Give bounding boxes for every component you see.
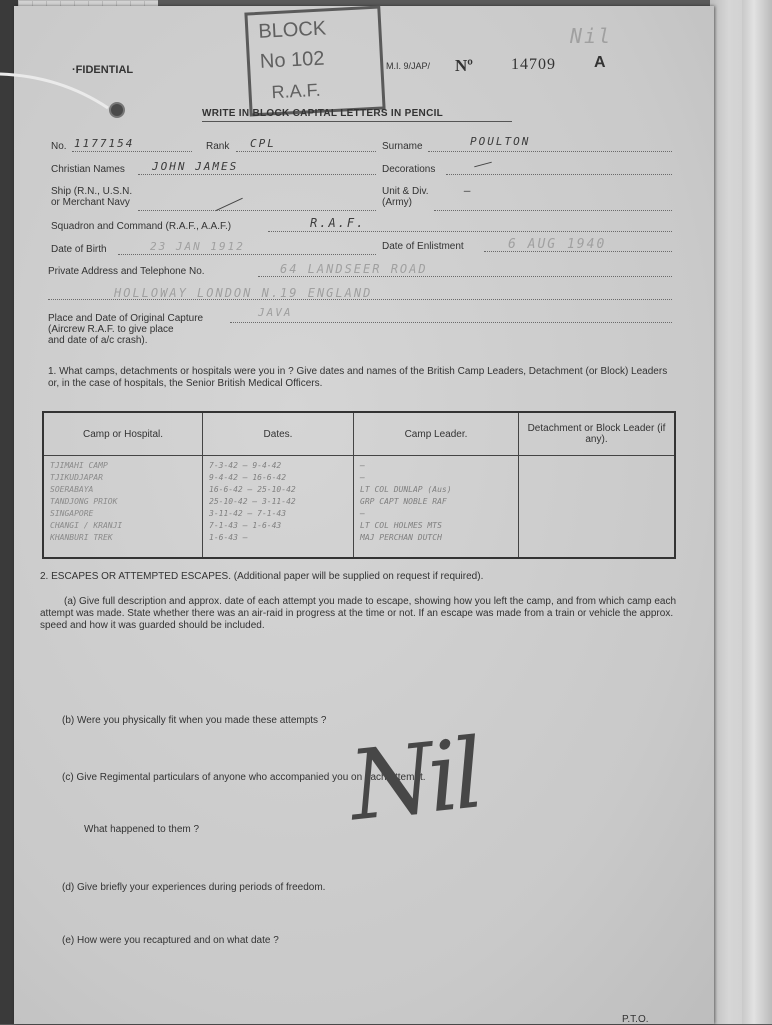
dates-cell [203,456,354,559]
rank-label: Rank [206,141,230,152]
christian-names-line [138,174,376,175]
form-suffix: A [594,54,606,71]
questionnaire-page [14,6,714,1024]
camp-entry: KHANBURI TREK [50,533,113,542]
date-entry: 9-4-42 — 16-6-42 [209,473,287,482]
leader-cell [354,456,519,559]
question-2c: (c) Give Regimental particulars of anyone who accompanied you on each attempt. [62,772,426,783]
camps-table-header [43,412,675,456]
column-dates: Dates. [203,412,354,456]
surname-label: Surname [382,141,423,152]
corner-pencil-note: Nil [570,24,613,48]
reference-code: M.I. 9/JAP/ [386,61,431,71]
address-value-2: HOLLOWAY LONDON N.19 ENGLAND [114,286,373,300]
camp-entry: TJIKUDJAPAR [50,473,103,482]
form-number: 14709 [511,56,556,73]
squadron-line [268,231,672,232]
rank-value: CPL [250,137,276,150]
question-2d: (d) Give briefly your experiences during periods of freedom. [62,882,326,893]
unit-label-line-1: Unit & Div. [382,186,429,197]
christian-names-label: Christian Names [51,164,125,175]
question-2a: (a) Give full description and approx. date of each attempt you made to escape, showing how you left the camp, and from which camp each attempt was made. State whether there was an air-raid in progress at the time or not. If an escape was made from a train or vehicle the approx. speed and how it was guarded should be included. [40,596,677,631]
leader-entry: LT COL DUNLAP (Aus) [360,485,452,494]
question-2e: (e) How were you recaptured and on what date ? [62,935,279,946]
address-line-2 [48,299,672,300]
capture-label-line-3: and date of a/c crash). [48,335,148,346]
block-stamp [244,6,385,117]
leader-entry: MAJ PERCHAN DUTCH [360,533,442,542]
nil-answer-handwriting: Nil [344,717,483,843]
service-no-value: 1177154 [74,137,135,150]
classification: ·FIDENTIAL [72,64,134,76]
service-no-line [72,151,192,152]
column-camp-leader: Camp Leader. [354,412,519,456]
stamp-line-3: R.A.F. [271,79,322,103]
capture-value: JAVA [258,306,293,319]
ship-label [51,186,132,208]
camp-entry: TANDJONG PRIOK [50,497,118,506]
leader-entry: — [360,509,365,518]
question-2b: (b) Were you physically fit when you made these attempts ? [62,715,327,726]
dob-line [118,254,376,255]
decorations-label: Decorations [382,164,436,175]
question-1-text: 1. What camps, detachments or hospitals were you in ? Give dates and names of the British Camp Leaders, Detachment (or Block) Leaders or, in the case of hospitals, the Senior British Medical Officers. [48,366,668,389]
column-camp: Camp or Hospital. [43,412,203,456]
stamp-line-1: BLOCK [257,17,327,43]
surname-value: POULTON [470,135,531,148]
date-entry: 25-10-42 — 3-11-42 [209,497,296,506]
camp-entry: CHANGI / KRANJI [50,521,123,530]
address-line-1 [258,276,672,277]
squadron-value: R.A.F. [310,216,366,230]
date-entry: 1-6-43 — [209,533,248,542]
enlistment-line [484,251,672,252]
dob-value: 23 JAN 1912 [150,240,245,253]
date-entry: 7-3-42 — 9-4-42 [209,461,282,470]
ship-label-line-1: Ship (R.N., U.S.N. [51,186,133,197]
ship-line [138,210,376,211]
camp-entry: TJIMAHI CAMP [50,461,108,470]
pto-footer: P.T.O. [622,1014,649,1025]
camp-cell [43,456,203,559]
decorations-line [446,174,672,175]
unit-value: — [464,184,473,197]
surname-line [428,151,672,152]
stamp-line-2: No 102 [259,47,325,73]
date-entry: 16-6-42 — 25-10-42 [209,485,296,494]
unit-label [382,186,429,208]
dob-label: Date of Birth [51,244,107,255]
squadron-label: Squadron and Command (R.A.F., A.A.F.) [51,221,232,232]
rank-line [236,151,376,152]
date-entry: 7-1-43 — 1-6-43 [209,521,282,530]
background-pages-edge [742,0,772,1024]
capture-line [230,322,672,323]
date-entry: 3-11-42 — 7-1-43 [209,509,287,518]
camp-entry: SOERABAYA [50,485,94,494]
enlistment-label: Date of Enlistment [382,241,464,252]
capture-label-line-1: Place and Date of Original Capture [48,313,204,324]
christian-names-value: JOHN JAMES [152,160,239,173]
leader-entry: LT COL HOLMES MTS [360,521,442,530]
leader-entry: GRP CAPT NOBLE RAF [360,497,447,506]
camps-table-body [43,456,675,559]
capture-label [48,313,203,346]
question-2-heading: 2. ESCAPES OR ATTEMPTED ESCAPES. (Additional paper will be supplied on request if required). [40,571,484,582]
camp-entry: SINGAPORE [50,509,94,518]
leader-entry: — [360,473,365,482]
unit-line [434,210,672,211]
ship-label-line-2: or Merchant Navy [51,197,130,208]
instruction-underline [202,121,512,122]
capture-label-line-2: (Aircrew R.A.F. to give place [48,324,174,335]
column-detachment-leader: Detachment or Block Leader (if any). [519,412,676,456]
unit-label-line-2: (Army) [382,197,412,208]
leader-entry: — [360,461,365,470]
decorations-dash [474,162,492,168]
service-no-label: No. [51,141,67,152]
number-label: Nº [455,56,473,75]
address-value-1: 64 LANDSEER ROAD [280,262,428,276]
detachment-cell [519,456,676,559]
instruction-heading: WRITE IN BLOCK CAPITAL LETTERS IN PENCIL [202,108,444,119]
address-label: Private Address and Telephone No. [48,266,205,277]
camps-table [42,411,676,559]
enlistment-value: 6 AUG 1940 [508,237,607,252]
question-2c-followup: What happened to them ? [84,824,200,835]
